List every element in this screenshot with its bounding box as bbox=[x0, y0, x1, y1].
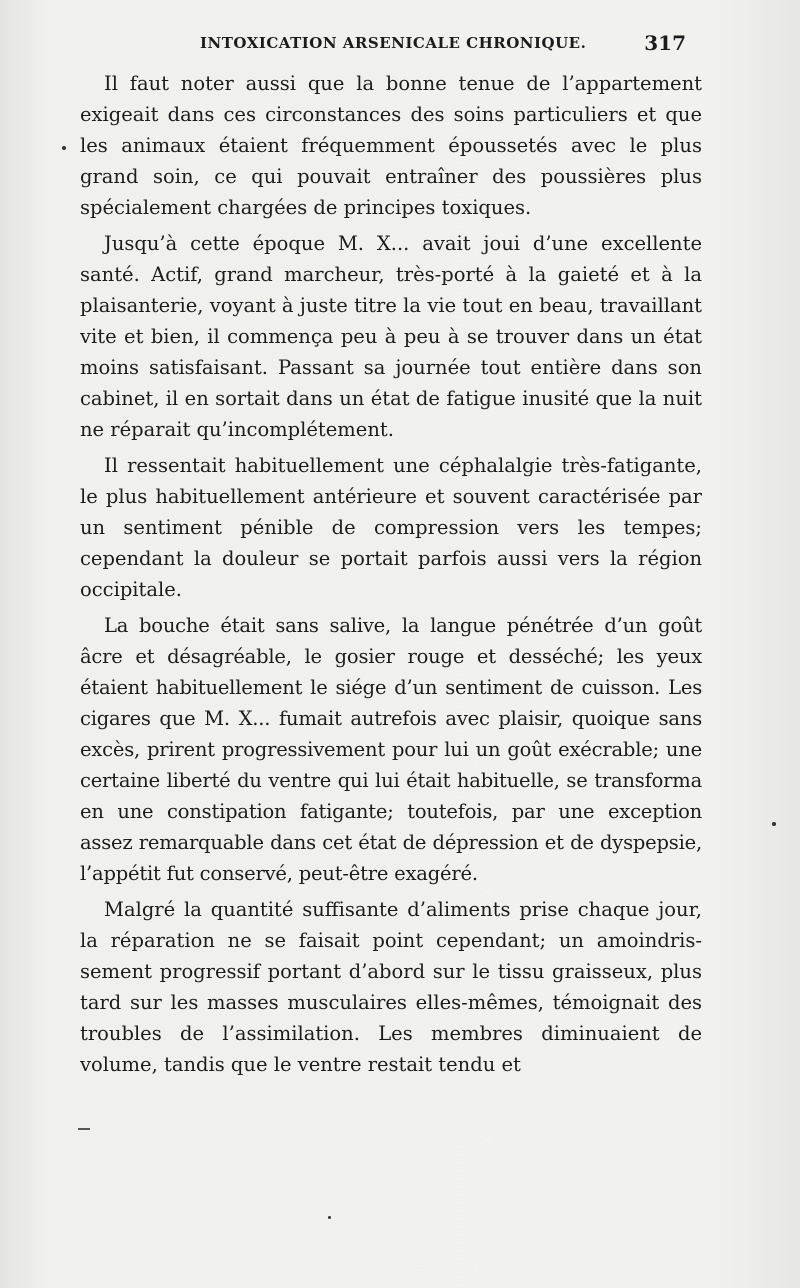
ink-speck bbox=[772, 822, 776, 826]
ink-mark bbox=[78, 1128, 90, 1130]
paragraph-4: La bouche était sans salive, la langue pénétrée d’un goût âcre et désagréable, le gosier rouge et desséché; les yeux étaient habituellement le siége d’un sentiment de cuisson. Les cigares que M. X... fumait autrefois avec plaisir, quoique sans excès, prirent progressivement pour lui un goût exécrable; une certaine liberté du ventre qui lui était habituelle, se transforma en une constipation fatigante; toutefois, par une exception assez remarquable dans cet état de dépression et de dyspepsie, l’appétit fut conservé, peut-être exagéré. bbox=[80, 614, 702, 885]
running-title: INTOXICATION ARSENICALE CHRONIQUE. bbox=[200, 34, 587, 52]
paragraph-5: Malgré la quantité suffisante d’aliments prise chaque jour, la réparation ne se faisait point cependant; un amoindrissement progressif portant d’abord sur le tissu graisseux, plus tard sur les masses musculaires elles-mêmes, témoignait des troubles de l’assimilation. Les membres diminuaient de volume, tandis que le ventre restait tendu et bbox=[80, 898, 702, 1076]
page-number: 317 bbox=[644, 31, 686, 55]
body-text bbox=[80, 68, 702, 1085]
paragraph-3: Il ressentait habituellement une céphalalgie très-fatigante, le plus habituellement antérieure et souvent caractérisée par un sentiment pénible de compression vers les tempes; cependant la douleur se portait parfois aussi vers la région occipitale. bbox=[80, 454, 702, 601]
page-header bbox=[200, 31, 686, 58]
paragraph-2: Jusqu’à cette époque M. X... avait joui d’une excellente santé. Actif, grand marcheur, très-porté à la gaieté et à la plaisanterie, voyant à juste titre la vie tout en beau, travaillant vite et bien, il commença peu à peu à se trouver dans un état moins satisfaisant. Passant sa journée tout entière dans son cabinet, il en sortait dans un état de fatigue inusité que la nuit ne réparait qu’incomplétement. bbox=[80, 232, 702, 441]
ink-speck bbox=[62, 146, 66, 150]
paragraph-1: Il faut noter aussi que la bonne tenue de l’appartement exigeait dans ces circonstances des soins particuliers et que les animaux étaient fréquemment époussetés avec le plus grand soin, ce qui pouvait entraîner des poussières plus spécialement chargées de principes toxiques. bbox=[80, 72, 702, 219]
ink-speck bbox=[328, 1216, 331, 1219]
